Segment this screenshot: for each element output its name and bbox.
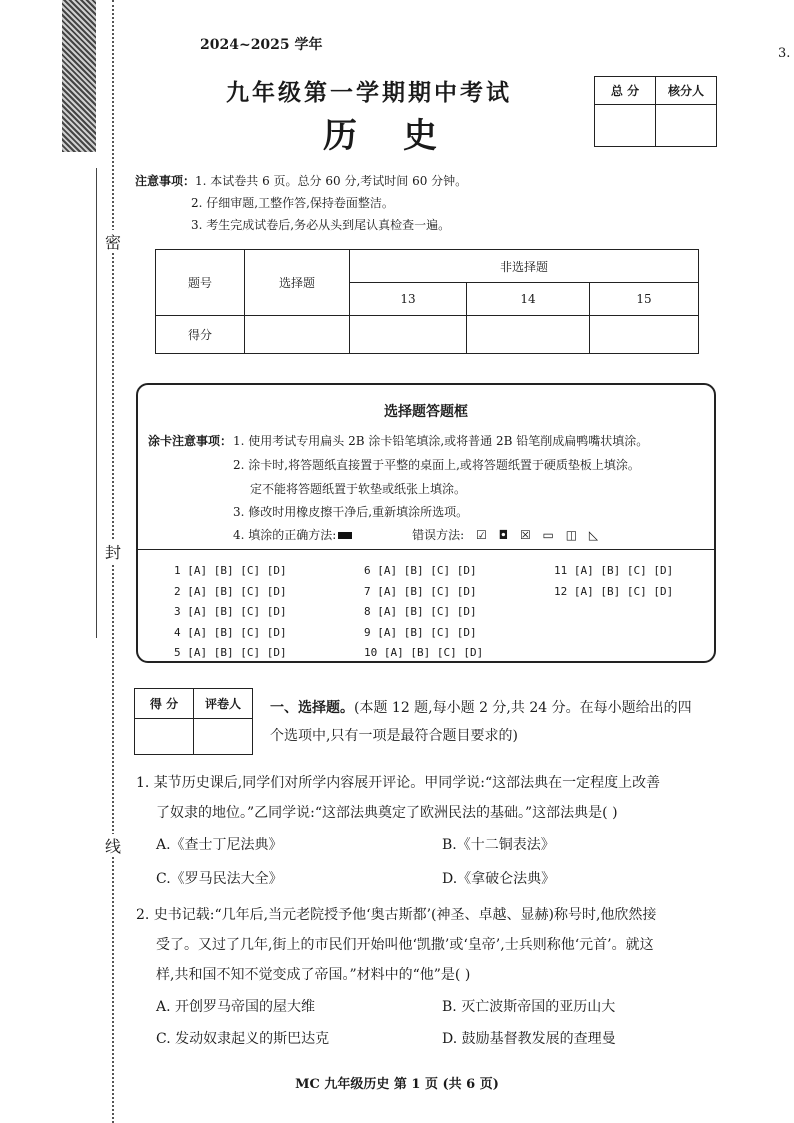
section-reviewer-label: 评卷人 bbox=[194, 689, 253, 719]
option-a[interactable]: A.《查士丁尼法典》 bbox=[156, 837, 283, 853]
seal-char-xian: 线 bbox=[102, 834, 124, 857]
checker-cell[interactable] bbox=[656, 105, 717, 147]
school-year: 2024~2025 学年 bbox=[200, 37, 323, 53]
rule-item: 定不能将答题纸置于软垫或纸张上填涂。 bbox=[250, 482, 467, 496]
section-reviewer-cell[interactable] bbox=[194, 719, 253, 755]
filled-mark-icon bbox=[338, 532, 352, 539]
answer-row[interactable]: 6 [A] [B] [C] [D] bbox=[364, 564, 477, 577]
col-14: 14 bbox=[467, 283, 590, 316]
col-13: 13 bbox=[350, 283, 467, 316]
wrong-mark-check-icon: ☑ bbox=[476, 528, 487, 542]
binding-line bbox=[96, 168, 97, 638]
score-label: 得分 bbox=[156, 316, 245, 354]
section-1-desc: 个选项中,只有一项是最符合题目要求的) bbox=[270, 728, 518, 744]
wrong-mark-half-icon: ◫ bbox=[565, 528, 578, 542]
option-c[interactable]: C. 发动奴隶起义的斯巴达克 bbox=[156, 1031, 330, 1047]
question-1 bbox=[136, 768, 716, 896]
seal-char-mi: 密 bbox=[102, 230, 124, 253]
score-cell-15[interactable] bbox=[590, 316, 699, 354]
wrong-mark-cross-icon: ☒ bbox=[519, 528, 531, 542]
answer-row[interactable]: 1 [A] [B] [C] [D] bbox=[174, 564, 287, 577]
wrong-mark-partial-icon: ◘ bbox=[498, 528, 509, 542]
qnum-label: 题号 bbox=[156, 250, 245, 316]
answer-row[interactable]: 2 [A] [B] [C] [D] bbox=[174, 584, 287, 598]
seal-char-feng: 封 bbox=[102, 540, 124, 563]
page-footer: MC 九年级历史 第 1 页 (共 6 页) bbox=[295, 1077, 499, 1092]
col-15: 15 bbox=[590, 283, 699, 316]
answer-row[interactable]: 7 [A] [B] [C] [D] bbox=[364, 584, 477, 598]
answer-box-divider bbox=[138, 549, 714, 550]
option-d[interactable]: D.《拿破仑法典》 bbox=[442, 871, 556, 887]
wrong-method-label: 错误方法: bbox=[412, 528, 465, 542]
total-score-cell[interactable] bbox=[595, 105, 656, 147]
section-1-heading: 一、选择题。 bbox=[270, 700, 354, 716]
answer-column-1 bbox=[174, 561, 287, 664]
exam-notes bbox=[135, 170, 467, 236]
note-item: 3. 考生完成试卷后,务必从头到尾认真检查一遍。 bbox=[191, 218, 451, 232]
subject-title: 历史 bbox=[323, 116, 483, 156]
answer-row[interactable]: 8 [A] [B] [C] [D] bbox=[364, 605, 477, 618]
choice-label: 选择题 bbox=[245, 250, 350, 316]
option-d[interactable]: D. 鼓励基督教发展的查理曼 bbox=[442, 1031, 616, 1047]
answer-row[interactable]: 11 [A] [B] [C] [D] bbox=[554, 564, 674, 577]
rule-item: 3. 修改时用橡皮擦干净后,重新填涂所选项。 bbox=[233, 505, 469, 519]
rule-item: 1. 使用考试专用扁头 2B 涂卡铅笔填涂,或将普通 2B 铅笔削成扁鸭嘴状填涂。 bbox=[233, 434, 649, 448]
option-a[interactable]: A. 开创罗马帝国的屋大维 bbox=[156, 999, 316, 1015]
answer-row[interactable]: 3 [A] [B] [C] [D] bbox=[174, 605, 287, 618]
fill-method-row bbox=[233, 526, 598, 543]
page-mark: 3. bbox=[778, 46, 791, 61]
question-stem: 了奴隶的地位。”乙同学说:“这部法典奠定了欧洲民法的基础。”这部法典是( ) bbox=[156, 805, 618, 821]
question-stem: 受了。又过了几年,街上的市民们开始叫他‘凯撒’或‘皇帝’,士兵则称他‘元首’。就这 bbox=[156, 937, 654, 953]
section-score-box bbox=[134, 688, 253, 755]
correct-method-label: 4. 填涂的正确方法: bbox=[233, 528, 337, 542]
score-cell-14[interactable] bbox=[467, 316, 590, 354]
answer-column-3 bbox=[554, 561, 673, 602]
score-cell-13[interactable] bbox=[350, 316, 467, 354]
wrong-mark-outline-icon: ▭ bbox=[542, 528, 554, 542]
wrong-mark-slash-icon: ◺ bbox=[588, 528, 599, 542]
grade-table bbox=[155, 249, 699, 354]
rule-item: 2. 涂卡时,将答题纸直接置于平整的桌面上,或将答题纸置于硬质垫板上填涂。 bbox=[233, 458, 640, 472]
answer-row[interactable]: 10 [A] [B] [C] [D] bbox=[364, 646, 484, 659]
rules-label: 涂卡注意事项： bbox=[148, 434, 233, 448]
section-1-desc: (本题 12 题,每小题 2 分,共 24 分。在每小题给出的四 bbox=[354, 700, 692, 716]
question-stem: 2. 史书记载:“几年后,当元老院授予他‘奥古斯都’(神圣、卓越、显赫)称号时,他欣然接 bbox=[136, 907, 657, 923]
score-cell-choice[interactable] bbox=[245, 316, 350, 354]
total-score-box bbox=[594, 76, 717, 147]
question-stem: 样,共和国不知不觉变成了帝国。”材料中的“他”是( ) bbox=[156, 967, 471, 983]
exam-title: 九年级第一学期期中考试 bbox=[226, 79, 512, 106]
answer-sheet-box bbox=[136, 383, 716, 663]
answer-row[interactable]: 4 [A] [B] [C] [D] bbox=[174, 625, 287, 639]
binding-texture bbox=[62, 0, 96, 152]
answer-row[interactable]: 12 [A] [B] [C] [D] bbox=[554, 584, 674, 598]
section-1-intro bbox=[270, 694, 714, 750]
section-score-cell[interactable] bbox=[135, 719, 194, 755]
question-2 bbox=[136, 900, 716, 1054]
answer-row[interactable]: 5 [A] [B] [C] [D] bbox=[174, 646, 287, 659]
question-stem: 1. 某节历史课后,同学们对所学内容展开评论。甲同学说:“这部法典在一定程度上改善 bbox=[136, 775, 661, 791]
answer-box-title: 选择题答题框 bbox=[384, 404, 468, 420]
option-b[interactable]: B. 灭亡波斯帝国的亚历山大 bbox=[442, 999, 616, 1015]
note-item: 2. 仔细审题,工整作答,保持卷面整洁。 bbox=[191, 196, 394, 210]
answer-row[interactable]: 9 [A] [B] [C] [D] bbox=[364, 625, 477, 639]
total-label: 总 分 bbox=[595, 77, 656, 105]
notes-label: 注意事项： bbox=[135, 174, 196, 188]
option-c[interactable]: C.《罗马民法大全》 bbox=[156, 871, 283, 887]
section-score-label: 得 分 bbox=[135, 689, 194, 719]
checker-label: 核分人 bbox=[656, 77, 717, 105]
option-b[interactable]: B.《十二铜表法》 bbox=[442, 837, 555, 853]
note-item: 1. 本试卷共 6 页。总分 60 分,考试时间 60 分钟。 bbox=[195, 174, 468, 188]
answer-column-2 bbox=[364, 561, 483, 664]
nonchoice-label: 非选择题 bbox=[350, 250, 699, 283]
